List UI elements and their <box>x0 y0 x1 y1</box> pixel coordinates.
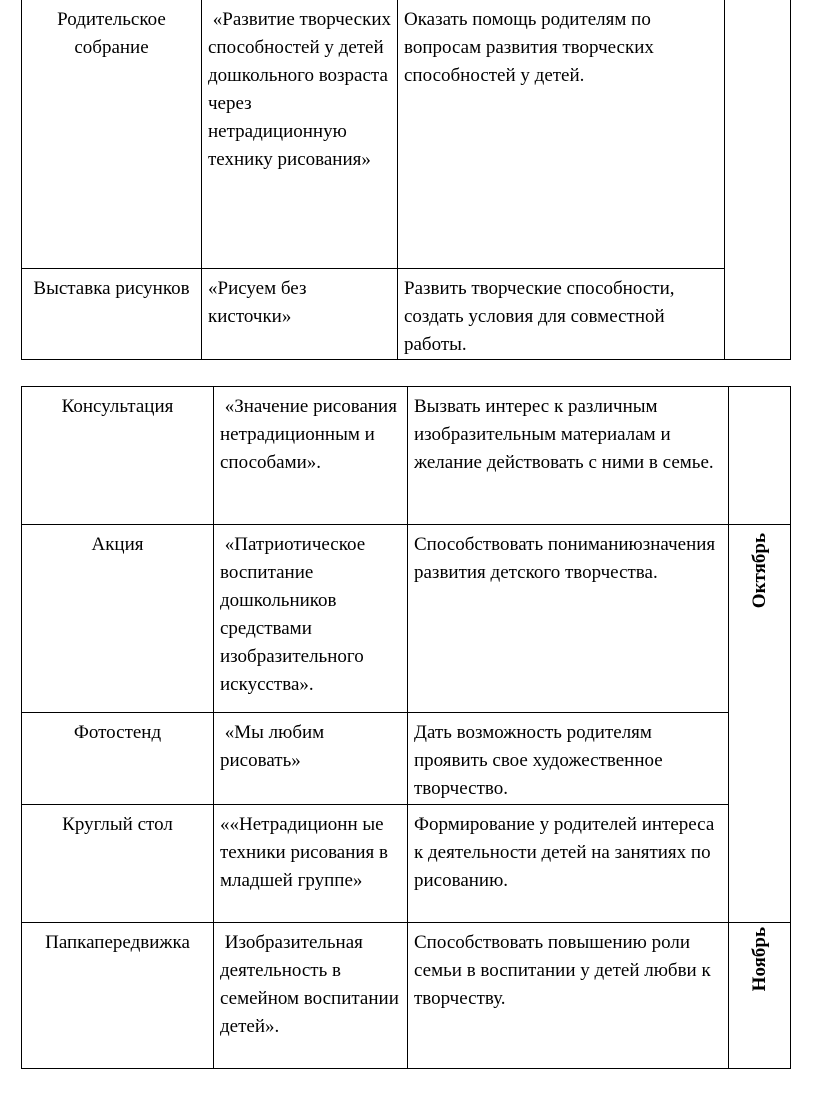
event-goal: Формирование у родителей интереса к деятельности детей на занятиях по рисованию. <box>414 814 715 891</box>
month-cell-october <box>729 525 791 923</box>
table-row <box>22 0 791 268</box>
event-type-cell <box>22 0 202 268</box>
event-goal-cell <box>408 713 729 805</box>
month-cell-november <box>729 923 791 1069</box>
event-goal-cell <box>408 805 729 923</box>
event-topic: «Мы любим рисовать» <box>220 722 329 771</box>
event-goal-cell <box>408 387 729 525</box>
event-type: Папкапередвижка <box>45 932 190 953</box>
event-topic-cell <box>214 923 408 1069</box>
table-row <box>22 525 791 713</box>
event-type: Выставка рисунков <box>33 277 190 299</box>
month-cell-empty <box>729 387 791 525</box>
month-november: Ноябрь <box>748 927 770 992</box>
event-goal: Способствовать пониманиюзначения развития детского творчества. <box>414 534 716 583</box>
table-row <box>22 387 791 525</box>
event-topic: Изобразительная деятельность в семейном воспитании детей». <box>220 932 404 1037</box>
event-type-cell <box>22 387 214 525</box>
event-type-cell <box>22 525 214 713</box>
event-type-cell <box>22 923 214 1069</box>
table-row <box>22 713 791 805</box>
event-topic: «Рисуем без кисточки» <box>208 277 307 327</box>
event-topic: ««Нетрадиционн ые техники рисования в младшей группе» <box>220 814 389 891</box>
event-goal-cell <box>398 0 725 268</box>
event-topic-cell <box>214 713 408 805</box>
event-type: Фотостенд <box>73 722 162 743</box>
event-goal: Вызвать интерес к различным изобразительным материалам и желание действовать с ними в семье. <box>414 396 714 473</box>
events-table-bottom <box>21 386 791 1069</box>
events-table-top <box>21 0 791 360</box>
event-goal-cell <box>398 268 725 359</box>
event-goal: Оказать помощь родителям по вопросам развития творческих способностей у детей. <box>404 9 654 86</box>
event-type: Консультация <box>61 396 174 417</box>
table-row <box>22 923 791 1069</box>
event-type-cell <box>22 713 214 805</box>
event-topic-cell <box>214 805 408 923</box>
month-october: Октябрь <box>748 533 770 609</box>
event-topic-cell <box>202 0 398 268</box>
month-cell-empty <box>725 0 791 359</box>
event-goal: Способствовать повышению роли семьи в воспитании у детей любви к творчеству. <box>414 932 711 1009</box>
event-topic-cell <box>214 525 408 713</box>
event-type: Акция <box>91 534 144 555</box>
event-topic-cell <box>214 387 408 525</box>
event-goal: Развить творческие способности, создать условия для совместной работы. <box>404 277 675 355</box>
event-type: Родительское собрание <box>57 9 166 58</box>
table-row <box>22 268 791 359</box>
event-type: Круглый стол <box>62 814 173 835</box>
event-type-cell <box>22 805 214 923</box>
event-goal: Дать возможность родителям проявить свое художественное творчество. <box>414 722 663 799</box>
event-type-cell <box>22 268 202 359</box>
event-topic: «Значение рисования нетрадиционным и способами». <box>220 396 402 473</box>
event-goal-cell <box>408 923 729 1069</box>
event-topic: «Развитие творческих способностей у детей дошкольного возраста через нетрадиционную технику рисования» <box>208 9 396 170</box>
event-topic: «Патриотическое воспитание дошкольников средствами изобразительного искусства». <box>220 534 370 695</box>
event-goal-cell <box>408 525 729 713</box>
table-row <box>22 805 791 923</box>
event-topic-cell <box>202 268 398 359</box>
